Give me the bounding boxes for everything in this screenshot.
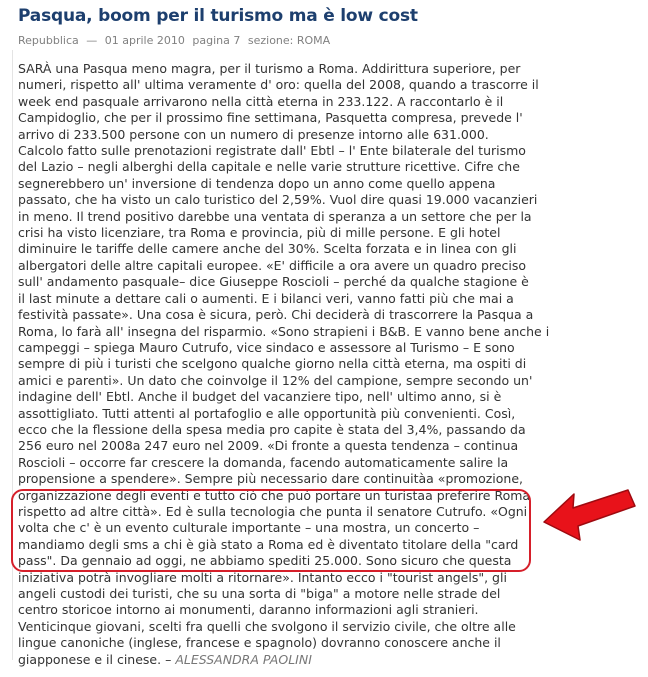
article-line: propensione a spendere». Sempre più necessario dare continuitàa «promozione,	[18, 471, 523, 487]
article-title: Pasqua, boom per il turismo ma è low cost	[18, 6, 418, 26]
article-line: sempre di più i turisti che scelgono qualche giorno nella città eterna, ma ospiti di	[18, 356, 527, 372]
article-line: volta che c' è un evento culturale importante – una mostra, un concerto –	[18, 520, 480, 536]
article-line: lingue canoniche (inglese, francese e spagnolo) dovranno conoscere anche il	[18, 635, 501, 651]
article-line: numeri, rispetto all' ultima veramente d' oro: quella del 2008, quando a trascorre il	[18, 77, 539, 93]
left-divider	[12, 50, 13, 660]
article-line: SARÀ una Pasqua meno magra, per il turismo a Roma. Addirittura superiore, per	[18, 61, 521, 76]
article-date: 01 aprile 2010	[104, 34, 185, 47]
article-line: 256 euro nel 2008a 247 euro nel 2009. «Di fronte a questa tendenza – continua	[18, 438, 519, 454]
article-line: campeggi – spiega Mauro Cutrufo, vice sindaco e assessore al Turismo – E sono	[18, 339, 515, 355]
article-line: Calcolo fatto sulle prenotazioni registrate dall' Ebtl – l' Ente bilaterale del turismo	[18, 143, 526, 159]
article-line: Campidoglio, che per il prossimo fine settimana, Pasquetta compresa, prevede l'	[18, 110, 523, 126]
article-line: organizzazione degli eventi e tutto ciò che può portare un turistaa preferire Roma	[18, 487, 531, 503]
article-line: festività passate». Una cosa è sicura, però. Chi deciderà di trascorrere la Pasqua a	[18, 307, 534, 323]
meta-dash: —	[86, 34, 98, 47]
article-line: segnerebbero un' inversione di tendenza dopo un anno come quello appena	[18, 175, 496, 191]
article-meta	[18, 34, 330, 47]
article-line: albergatori delle altre capitali europee. «E' difficile a ora avere un quadro preciso	[18, 257, 527, 273]
article-line: crisi ha visto licenziare, tra Roma e provincia, più di mille persone. E gli hotel	[18, 225, 501, 241]
article-line: pass". Da gennaio ad oggi, ne abbiamo spediti 25.000. Sono sicuro che questa	[18, 553, 512, 569]
red-arrow-icon	[540, 486, 640, 548]
article-line: arrivo di 233.500 persone con un numero di presenze intorno alle 631.000.	[18, 126, 489, 142]
article-line: passato, che ha visto un calo turistico del 2,59%. Vuol dire quasi 19.000 vacanzieri	[18, 192, 538, 208]
article-line: del Lazio – negli alberghi della capitale e nelle varie strutture ricettive. Cifre che	[18, 159, 520, 175]
article-line: angeli custodi dei turisti, che su una sorta di "biga" a motore nelle strade del	[18, 586, 501, 601]
article-line: centro storicoe intorno ai monumenti, daranno informazioni agli stranieri.	[18, 602, 479, 618]
article-line: rispetto ad altre città». Ed è sulla tecnologia che punta il senatore Cutrufo. «Ogni	[18, 503, 528, 519]
article-line: diminuire le tariffe delle camere anche del 30%. Scelta forzata e in linea con gli	[18, 241, 517, 257]
article-line: Roscioli – occorre far crescere la domanda, facendo automaticamente salire la	[18, 454, 509, 470]
article-line: amici e parenti». Un dato che coinvolge il 12% del campione, sempre secondo un'	[18, 372, 533, 388]
article-line: sull' andamento pasquale– dice Giuseppe Roscioli – perché da qualche stagione è	[18, 274, 529, 290]
article-line: Roma, lo farà all' insegna del risparmio. «Sono strapieni i B&B. E vanno bene anche i	[18, 323, 550, 339]
article-line: giapponese e il cinese. –	[18, 651, 172, 667]
article-last-line	[18, 652, 538, 668]
article-line: in meno. Il trend positivo darebbe una ventata di speranza a un settore che per la	[18, 208, 532, 224]
article-line: Venticinque giovani, scelti fra quelli che svolgono il servizio civile, che oltre alle	[18, 618, 516, 634]
article-source: Repubblica	[18, 34, 79, 47]
article-line: assottigliato. Tutti attenti al portafoglio e alle opportunità più convenienti. Così,	[18, 405, 516, 421]
article-line: week end pasquale arrivarono nella città eterna in 233.122. A raccontarlo è il	[18, 93, 504, 109]
article-line: il last minute a dettare cali o aumenti. E i bilanci veri, vanno fatti più che mai a	[18, 290, 514, 306]
article-author: ALESSANDRA PAOLINI	[175, 651, 312, 667]
article-body	[18, 61, 550, 668]
article-line: mandiamo degli sms a chi è già stato a Roma ed è diventato titolare della "card	[18, 536, 519, 552]
highlight-box	[11, 489, 531, 572]
article-line: iniziativa potrà invogliare molti a ritornare». Intanto ecco i "tourist angels", gli	[18, 569, 507, 585]
article-line: ecco che la flessione della spesa media pro capite è stata del 3,4%, passando da	[18, 421, 526, 437]
article-section: sezione: ROMA	[247, 34, 331, 47]
article-line: indagine dell' Ebtl. Anche il budget del vacanziere tipo, nell' ultimo anno, si è	[18, 389, 502, 405]
article-page: pagina 7	[192, 34, 241, 47]
